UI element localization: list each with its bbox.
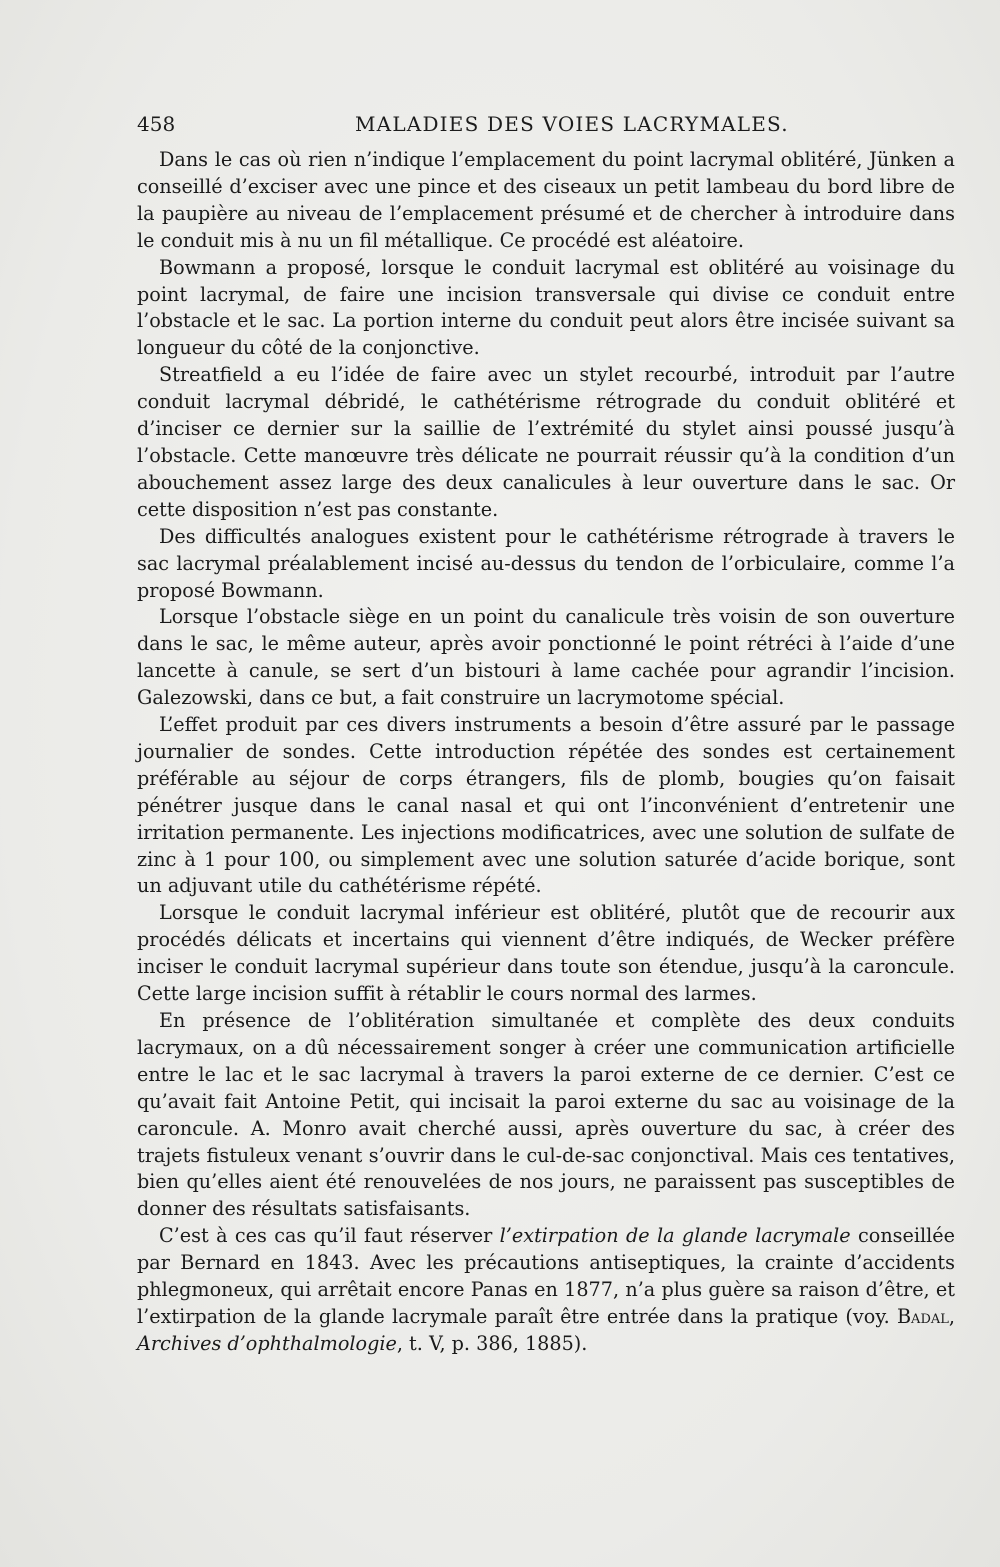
paragraph-obstacle: Lorsque l’obstacle siège en un point du canalicule très voisin de son ouverture dans le sac, le même auteur, après avoir ponctionné le point rétréci à l’aide d’une lancette à canule, se sert d’un bistouri à lame cachée pour agrandir l’incision. Galezowski, dans ce but, a fait construire un lacrymotome spécial.: [137, 605, 955, 710]
page-number: 458: [137, 112, 176, 136]
paragraph-retrograde: Des difficultés analogues existent pour le cathétérisme rétrograde à travers le sac lacrymal préalablement incisé au-dessus du tendon de l’orbiculaire, comme l’a proposé Bowmann.: [137, 524, 955, 602]
paragraph-junken: Dans le cas où rien n’indique l’emplacement du point lacrymal oblitéré, Jünken a conseillé d’exciser avec une pince et des ciseaux un petit lambeau du bord libre de la paupière au niveau de l’emplacement présumé et de chercher à introduire dans le conduit mis à nu un fil métallique. Ce procédé est aléatoire.: [137, 148, 955, 252]
citation-separator: ,: [948, 1304, 955, 1328]
paragraph-oblitération: En présence de l’oblitération simultanée et complète des deux conduits lacrymaux, on a dû nécessairement songer à créer une communication artificielle entre le lac et le sac lacrymal à travers la paroi externe de ce dernier. C’est ce qu’avait fait Antoine Petit, qui incisait la paroi externe du sac au voisinage de la caroncule. A. Monro avait cherché aussi, après ouverture du sac, à créer des trajets fistuleux venant s’ouvrir dans le cul-de-sac conjonctival. Mais ces tentatives, bien qu’elles aient été renouvelées de nos jours, ne paraissent pas susceptibles de donner des résultats satisfaisants.: [137, 1009, 955, 1221]
paragraph-wecker: Lorsque le conduit lacrymal inférieur est oblitéré, plutôt que de recourir aux procédés délicats et incertains qui viennent d’être indiqués, de Wecker préfère inciser le conduit lacrymal supérieur dans toute son étendue, jusqu’à la caroncule. Cette large incision suffit à rétablir le cours normal des larmes.: [137, 901, 955, 1006]
journal-title: Archives d’ophthalmologie: [137, 1331, 397, 1355]
paragraph-bowmann: Bowmann a proposé, lorsque le conduit lacrymal est oblitéré au voisinage du point lacrymal, de faire une incision transversale qui divise ce conduit entre l’obstacle et le sac. La portion interne du conduit peut alors être incisée suivant sa longueur du côté de la conjonctive.: [137, 255, 955, 360]
running-title: MALADIES DES VOIES LACRYMALES.: [355, 112, 789, 136]
extirpation-text-after: conseillée par Bernard en 1843. Avec les précautions antiseptiques, la crainte d’accidents phlegmoneux, qui arrêtait encore Panas en 1877, n’a plus guère sa raison d’être, et l’extirpation de la glande lacrymale paraît être entrée dans la pratique (voy.: [137, 1224, 955, 1328]
extirpation-text-before: C’est à ces cas qu’il faut réserver: [159, 1224, 500, 1248]
paragraph-sondes: L’effet produit par ces divers instruments a besoin d’être assuré par le passage journalier de sondes. Cette introduction répétée des sondes est certainement préférable au séjour de corps étrangers, fils de plomb, bougies qu’on faisait pénétrer jusque dans le canal nasal et qui ont l’inconvénient d’entretenir une irritation permanente. Les injections modificatrices, avec une solution de sulfate de zinc à 1 pour 100, ou simplement avec une solution saturée d’acide borique, sont un adjuvant utile du cathétérisme répété.: [137, 713, 955, 898]
paragraph-streatfield: Streatfield a eu l’idée de faire avec un stylet recourbé, introduit par l’autre conduit lacrymal débridé, le cathétérisme rétrograde du conduit oblitéré et d’inciser ce dernier sur la saillie de l’extrémité du stylet ainsi poussé jusqu’à l’obstacle. Cette manœuvre très délicate ne pourrait réussir qu’à la condition d’un abouchement assez large des deux canalicules à leur ouverture dans le sac. Or cette disposition n’est pas constante.: [137, 363, 955, 521]
citation-tail: , t. V, p. 386, 1885).: [396, 1331, 588, 1355]
extirpation-italic-phrase: l’extirpation de la glande lacrymale: [499, 1224, 851, 1248]
page-header: [137, 112, 957, 142]
body-text: [137, 147, 955, 1358]
paragraph-extirpation: [137, 1223, 955, 1358]
cited-author: Badal: [896, 1304, 949, 1328]
